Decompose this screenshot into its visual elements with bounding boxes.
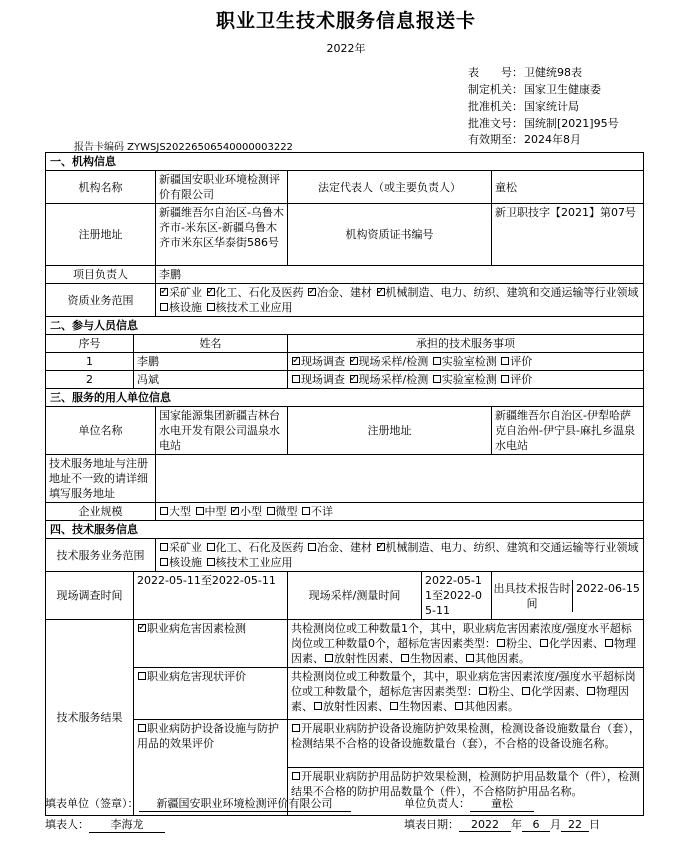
checkbox-icon xyxy=(292,375,300,383)
col-name-header: 姓名 xyxy=(134,335,288,353)
checkbox-icon xyxy=(207,558,215,566)
cert-no-label: 机构资质证书编号 xyxy=(288,204,492,266)
qual-scope-chemical[interactable]: ✓ 化工、石化及医药 xyxy=(206,286,304,299)
result-detection-text: 共检测岗位或工种数量1个，其中，职业病危害因素浓度/强度水平超标岗位或工种数量0个，超标危害因素类型： 粉尘、 化学因素、 物理因素、 放射性因素、 生物因素、 其他因素。 xyxy=(288,620,644,668)
checkbox-icon xyxy=(308,288,316,296)
checkbox-icon xyxy=(501,357,509,365)
checkbox-icon xyxy=(160,558,168,566)
form-title: 职业卫生技术服务信息报送卡 xyxy=(215,10,476,32)
project-lead-label: 项目负责人 xyxy=(46,266,156,284)
meta-approver: 批准机关：国家统计局 xyxy=(468,100,579,113)
result-label: 技术服务结果 xyxy=(46,620,134,816)
service-scope-label: 技术服务业务范围 xyxy=(46,539,156,572)
checkbox-icon xyxy=(267,507,275,515)
col-no-header: 序号 xyxy=(46,335,134,353)
employer-address-label: 注册地址 xyxy=(288,407,492,455)
survey-time-value: 2022-05-11至2022-05-11 xyxy=(134,572,288,620)
checkbox-icon xyxy=(138,672,146,680)
meta-form-no: 表 号：卫健统98表 xyxy=(468,66,582,79)
size-unknown[interactable]: 不详 xyxy=(301,505,333,518)
qual-scope-nuclear-tech[interactable]: 核技术工业应用 xyxy=(206,301,293,314)
checkbox-icon xyxy=(207,288,215,296)
result-protection-eval-label[interactable]: 职业病防护设备设施与防护用品的效果评价 xyxy=(134,720,288,816)
qual-scope-machinery[interactable]: ✓ 机械制造、电力、纺织、建筑和交通运输等行业领域 xyxy=(376,286,639,299)
item-sampling[interactable]: ✓ 现场采样/检测 xyxy=(349,373,429,386)
result-detection-label[interactable]: ✓职业病危害因素检测 xyxy=(134,620,288,668)
reg-address-label: 注册地址 xyxy=(46,204,156,266)
qual-scope-nuclear[interactable]: 核设施 xyxy=(159,301,202,314)
qual-scope-label: 资质业务范围 xyxy=(46,284,156,317)
sampling-time-label: 现场采样/测量时间 xyxy=(288,572,422,620)
legal-rep-value: 童松 xyxy=(492,171,644,204)
result-status-eval-label[interactable]: 职业病危害现状评价 xyxy=(134,668,288,720)
meta-valid-until: 有效期至：2024年8月 xyxy=(468,133,581,146)
fill-unit: 填表单位（签章）： 新疆国安职业环境检测评价有限公司 xyxy=(45,795,351,812)
project-lead-value: 李鹏 xyxy=(156,266,644,284)
checkbox-icon xyxy=(138,624,146,632)
legal-rep-label: 法定代表人（或主要负责人） xyxy=(288,171,492,204)
size-medium[interactable]: 中型 xyxy=(195,505,227,518)
checkbox-icon xyxy=(160,288,168,296)
survey-time-label: 现场调查时间 xyxy=(46,572,134,620)
result-equipment-text: 开展职业病防护设备设施防护效果检测，检测设备设施数量台（套），检测结果不合格的设备设施数量台（套），不合格的设备设施名称。 xyxy=(288,720,644,768)
qual-scope-options xyxy=(156,284,644,317)
size-micro[interactable]: 微型 xyxy=(266,505,298,518)
item-lab[interactable]: 实验室检测 xyxy=(432,373,497,386)
item-evaluation[interactable]: 评价 xyxy=(500,355,532,368)
reg-address-value: 新疆维吾尔自治区-乌鲁木齐市-米东区-新疆乌鲁木齐市米东区华泰街586号 xyxy=(156,204,288,266)
size-small[interactable]: ✓ 小型 xyxy=(230,505,262,518)
row-items xyxy=(288,371,644,389)
checkbox-icon xyxy=(292,357,300,365)
size-large[interactable]: 大型 xyxy=(159,505,191,518)
meta-issuer: 制定机关：国家卫生健康委 xyxy=(468,83,601,96)
item-survey[interactable]: ✓ 现场调查 xyxy=(291,355,345,368)
service-address-value[interactable] xyxy=(156,455,644,503)
section-org-info: 一、机构信息 xyxy=(46,153,644,171)
result-ppe-text: 开展职业病防护用品防护效果检测，检测防护用品数量个（件），检测结果不合格的防护用品数量个（件），不合格防护用品名称。 xyxy=(288,768,644,816)
employer-name-label: 单位名称 xyxy=(46,407,156,455)
checkbox-icon xyxy=(350,375,358,383)
date-day: 22 xyxy=(561,818,589,832)
svc-scope-nuclear-tech[interactable]: 核技术工业应用 xyxy=(206,556,293,569)
checkbox-icon xyxy=(308,543,316,551)
unit-head-value: 童松 xyxy=(470,795,534,812)
checkbox-icon xyxy=(377,288,385,296)
checkbox-icon xyxy=(207,303,215,311)
sampling-time-value: 2022-05-11至2022-05-11 xyxy=(422,572,492,620)
fill-unit-value: 新疆国安职业环境检测评价有限公司 xyxy=(139,795,351,812)
employer-name-value: 国家能源集团新疆吉林台水电开发有限公司温泉水电站 xyxy=(156,407,288,455)
company-size-options xyxy=(156,503,644,521)
filler-value: 李海龙 xyxy=(89,816,165,833)
checkbox-icon xyxy=(138,724,146,732)
item-survey[interactable]: 现场调查 xyxy=(291,373,345,386)
date-month: 6 xyxy=(522,818,550,832)
checkbox-icon xyxy=(302,507,310,515)
filler: 填表人： 李海龙 xyxy=(45,816,165,833)
table-row xyxy=(46,371,644,389)
company-size-label: 企业规模 xyxy=(46,503,156,521)
checkbox-icon xyxy=(160,303,168,311)
checkbox-icon xyxy=(196,507,204,515)
col-items-header: 承担的技术服务事项 xyxy=(288,335,644,353)
checkbox-icon xyxy=(433,357,441,365)
checkbox-icon xyxy=(231,507,239,515)
checkbox-icon xyxy=(377,543,385,551)
fill-date: 填表日期： 2022 年 6 月 22 日 xyxy=(404,818,600,831)
org-name-value: 新疆国安职业环境检测评价有限公司 xyxy=(156,171,288,204)
row-no: 2 xyxy=(46,371,134,389)
cert-no-value: 新卫职技字【2021】第07号 xyxy=(492,204,644,266)
meta-approval-no: 批准文号：国统制[2021]95号 xyxy=(468,117,619,130)
row-name: 冯斌 xyxy=(134,371,288,389)
form-year: 2022年 xyxy=(326,42,366,55)
employer-address-value: 新疆维吾尔自治区-伊犁哈萨克自治州-伊宁县-麻扎乡温泉水电站 xyxy=(492,407,644,455)
card-number: 报告卡编码 ZYWSJS20226506540000003222 xyxy=(74,142,293,153)
row-items xyxy=(288,353,644,371)
qual-scope-mining[interactable]: ✓采矿业 xyxy=(159,286,202,299)
item-sampling[interactable]: ✓ 现场采样/检测 xyxy=(349,355,429,368)
service-scope-options xyxy=(156,539,644,572)
checkbox-icon xyxy=(350,357,358,365)
svc-scope-nuclear[interactable]: 核设施 xyxy=(159,556,202,569)
section-personnel: 二、参与人员信息 xyxy=(46,317,644,335)
item-lab[interactable]: 实验室检测 xyxy=(432,355,497,368)
table-row xyxy=(46,353,644,371)
org-name-label: 机构名称 xyxy=(46,171,156,204)
svc-scope-machinery[interactable]: ✓ 机械制造、电力、纺织、建筑和交通运输等行业领域 xyxy=(376,541,639,554)
svc-scope-chemical[interactable]: 化工、石化及医药 xyxy=(206,541,304,554)
date-year: 2022 xyxy=(459,818,511,832)
report-time-label: 出具技术报告时间 xyxy=(492,580,573,612)
unit-head: 单位负责人： 童松 xyxy=(404,795,534,812)
report-form xyxy=(45,152,644,816)
svc-scope-mining[interactable]: 采矿业 xyxy=(159,541,202,554)
result-status-eval-text: 共检测岗位或工种数量个，其中，职业病危害因素浓度/强度水平超标岗位或工种数量个，超标危害因素类型： 粉尘、 化学因素、 物理因素、 放射性因素、 生物因素、 其他因素。 xyxy=(288,668,644,720)
checkbox-icon xyxy=(207,543,215,551)
section-employer: 三、服务的用人单位信息 xyxy=(46,389,644,407)
section-service: 四、技术服务信息 xyxy=(46,521,644,539)
svc-scope-metallurgy[interactable]: 冶金、建材 xyxy=(307,541,372,554)
service-address-label: 技术服务地址与注册地址不一致的请详细填写服务地址 xyxy=(46,455,156,503)
row-no: 1 xyxy=(46,353,134,371)
checkbox-icon xyxy=(160,507,168,515)
row-name: 李鹏 xyxy=(134,353,288,371)
item-evaluation[interactable]: 评价 xyxy=(500,373,532,386)
checkbox-icon xyxy=(433,375,441,383)
report-time-value: 2022-06-15 xyxy=(576,581,640,595)
checkbox-icon xyxy=(160,543,168,551)
checkbox-icon xyxy=(501,375,509,383)
qual-scope-metallurgy[interactable]: ✓ 冶金、建材 xyxy=(307,286,372,299)
